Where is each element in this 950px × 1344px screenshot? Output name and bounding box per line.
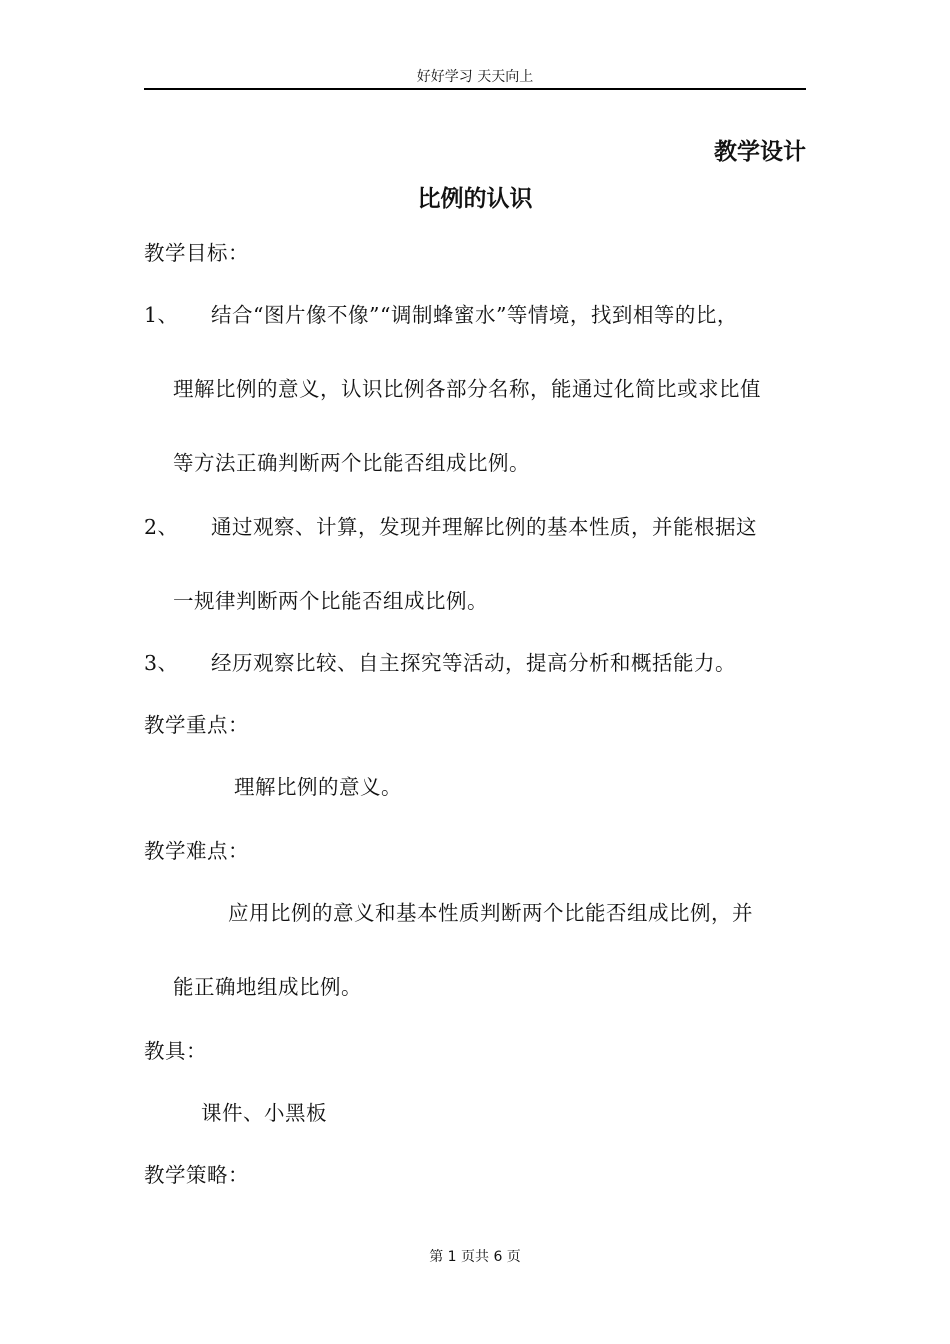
- objective-number-3: 3、: [144, 651, 179, 675]
- objectives-heading: 教学目标：: [144, 241, 249, 265]
- difficulties-heading: 教学难点：: [144, 839, 249, 863]
- tools-heading: 教具：: [144, 1039, 207, 1063]
- document-type-label: 教学设计: [714, 139, 806, 165]
- objective-3-line-1: 经历观察比较、自主探究等活动，提高分析和概括能力。: [211, 651, 736, 675]
- objective-number-2: 2、: [144, 515, 179, 539]
- objective-2-line-1: 通过观察、计算，发现并理解比例的基本性质，并能根据这: [211, 515, 757, 539]
- objective-2-line-2: 一规律判断两个比能否组成比例。: [173, 589, 488, 613]
- key-points-text: 理解比例的意义。: [234, 775, 402, 799]
- difficulties-line-1: 应用比例的意义和基本性质判断两个比能否组成比例，并: [228, 901, 753, 925]
- objective-number-1: 1、: [144, 303, 179, 327]
- difficulties-line-2: 能正确地组成比例。: [173, 975, 362, 999]
- objective-1-line-1: 结合“图片像不像”“调制蜂蜜水”等情境，找到相等的比，: [211, 303, 738, 327]
- document-title: 比例的认识: [417, 186, 533, 212]
- page-footer: 第 1 页共 6 页: [429, 1249, 521, 1265]
- header-divider: [144, 88, 806, 90]
- objective-1-line-3: 等方法正确判断两个比能否组成比例。: [173, 451, 530, 475]
- objective-1-line-2: 理解比例的意义，认识比例各部分名称，能通过化简比或求比值: [173, 377, 761, 401]
- strategy-heading: 教学策略：: [144, 1163, 249, 1187]
- tools-text: 课件、小黑板: [201, 1101, 327, 1125]
- key-points-heading: 教学重点：: [144, 713, 249, 737]
- page-header: 好好学习 天天向上: [416, 69, 534, 85]
